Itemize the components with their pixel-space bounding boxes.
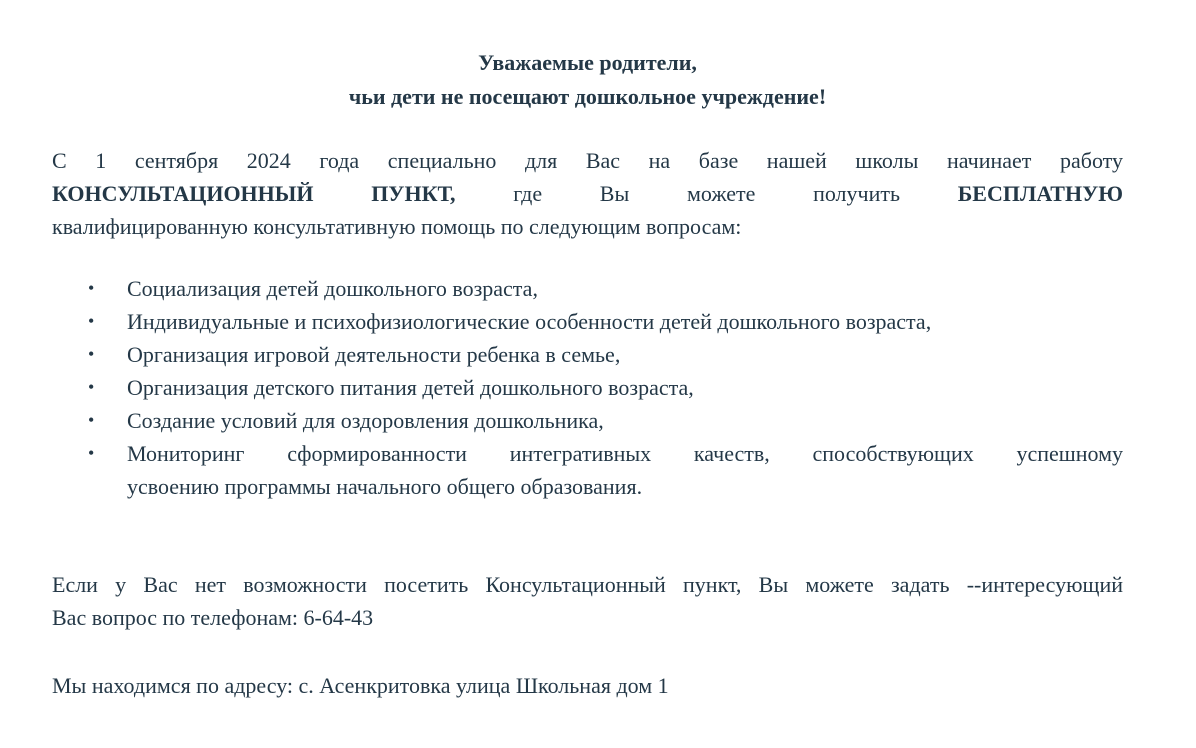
list-item-text-line-2: усвоению программы начального общего образования.: [127, 474, 643, 499]
list-item-text: Организация детского питания детей дошкольного возраста,: [127, 375, 694, 400]
contact-line-2: Вас вопрос по телефонам: 6-64-43: [52, 605, 374, 630]
list-item-text-line-1: Мониторинг сформированности интегративных качеств, способствующих успешному: [127, 441, 1123, 466]
list-item: [88, 371, 1123, 404]
intro-line-1: С 1 сентября 2024 года специально для Вас на базе нашей школы начинает работу: [52, 148, 1123, 173]
bullet-icon: •: [88, 443, 95, 463]
list-item-text: Социализация детей дошкольного возраста,: [127, 276, 538, 301]
list-item: [88, 338, 1123, 371]
bullet-icon: •: [88, 377, 95, 397]
list-item: [88, 305, 1123, 338]
intro-line-2-middle: где Вы можете получить: [455, 181, 958, 206]
contact-paragraph: [52, 568, 1123, 634]
contact-line-1: Если у Вас нет возможности посетить Консультационный пункт, Вы можете задать --интересующий: [52, 572, 1123, 597]
list-item-text: Создание условий для оздоровления дошкольника,: [127, 408, 604, 433]
list-item: [88, 404, 1123, 437]
heading-line-2: чьи дети не посещают дошкольное учреждение!: [348, 84, 827, 109]
intro-line-2: [52, 177, 1123, 210]
consult-point-bold: КОНСУЛЬТАЦИОННЫЙ ПУНКТ,: [52, 181, 456, 206]
intro-paragraph: [52, 144, 1123, 243]
bullet-icon: •: [88, 344, 95, 364]
list-item: [88, 272, 1123, 305]
document-heading: [52, 46, 1123, 114]
list-item-text: Организация игровой деятельности ребенка в семье,: [127, 342, 621, 367]
list-item-text: Индивидуальные и психофизиологические особенности детей дошкольного возраста,: [127, 309, 932, 334]
intro-line-3: квалифицированную консультативную помощь по следующим вопросам:: [52, 214, 742, 239]
free-bold: БЕСПЛАТНУЮ: [957, 181, 1123, 206]
topics-list: [52, 272, 1123, 503]
address-line: Мы находимся по адресу: с. Асенкритовка улица Школьная дом 1: [52, 673, 669, 698]
list-item: [88, 437, 1123, 503]
bullet-icon: •: [88, 311, 95, 331]
bullet-icon: •: [88, 410, 95, 430]
bullet-icon: •: [88, 278, 95, 298]
heading-line-1: Уважаемые родители,: [478, 50, 697, 75]
